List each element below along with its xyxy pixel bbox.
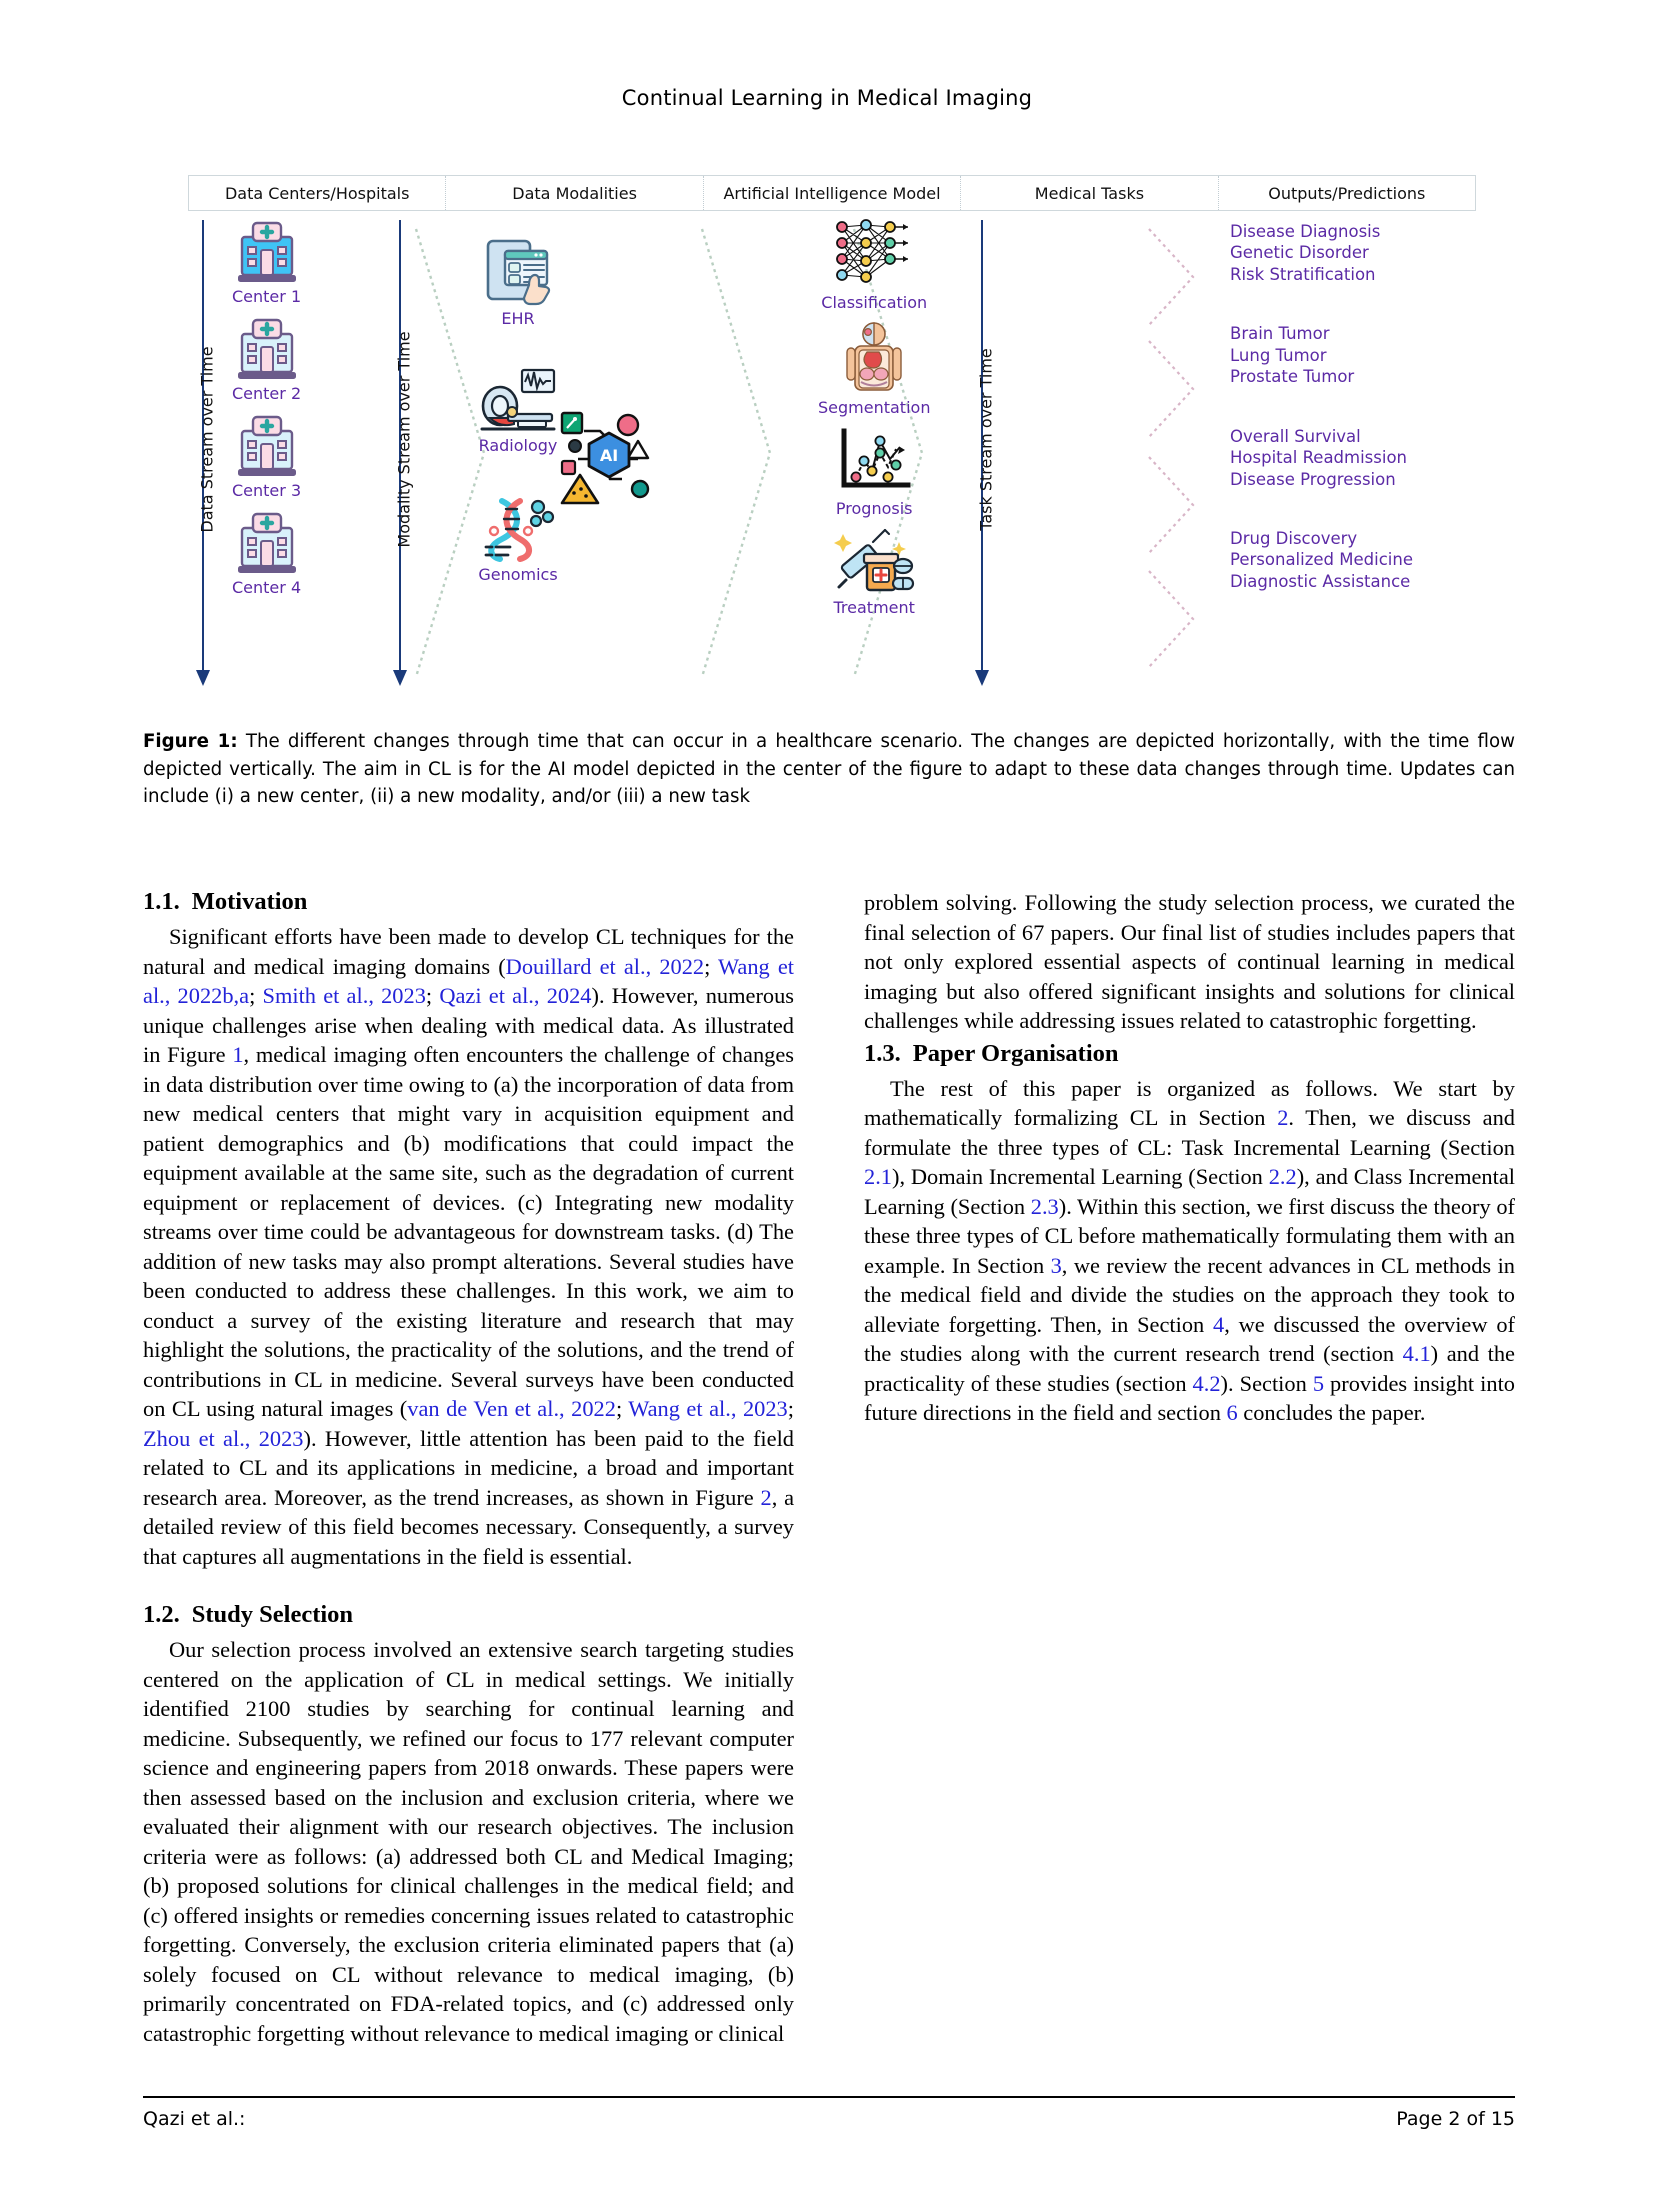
figure-center-label: Center 2 xyxy=(232,384,302,403)
output-line: Overall Survival xyxy=(1230,426,1361,446)
chevron-separator-pink-4 xyxy=(1143,567,1199,671)
mri-scanner-icon xyxy=(478,368,558,434)
section-reference-link[interactable]: 4.1 xyxy=(1402,1341,1431,1366)
axis-task-stream xyxy=(967,220,997,690)
figure-task-item xyxy=(818,322,930,417)
body-columns xyxy=(143,888,1515,2058)
ai-hexagon-icon xyxy=(554,405,664,515)
paragraph-study-selection-continued: problem solving. Following the study selection process, we curated the final selection of 67 papers. Our final list of studies includes papers that not only explored essential aspects of continual learning in medical imaging but also offered significant insights and solutions for clinical challenges while addressing issues related to catastrophic forgetting. xyxy=(864,890,1515,1033)
figure-task-item xyxy=(834,427,914,518)
figure-task-label: Treatment xyxy=(833,598,915,617)
axis-arrowhead-icon xyxy=(196,670,210,686)
paragraph-paper-organisation xyxy=(864,1074,1515,1428)
paragraph-motivation xyxy=(143,922,794,1571)
chevron-separator-green-2 xyxy=(696,223,776,683)
text-run: The rest of this paper is organized as follows. We start by mathematically formalizing CL in Section xyxy=(864,1075,1515,1130)
output-line: Brain Tumor xyxy=(1230,324,1330,344)
text-run: ). However, little attention has been paid to the field related to CL and its applications in medicine, a broad and important research area. Moreover, as the trend increases, as shown in Figure xyxy=(143,1425,794,1510)
output-line: Prostate Tumor xyxy=(1230,367,1355,387)
figure-centers-column xyxy=(232,219,301,607)
text-run: ), and Class Incremental Learning (Section xyxy=(864,1164,1515,1219)
figure-tasks-column xyxy=(818,217,930,627)
axis-data-stream xyxy=(188,220,218,690)
text-run: ). Section xyxy=(1220,1370,1313,1396)
output-line: Diagnostic Assistance xyxy=(1230,571,1411,591)
section-title: Study Selection xyxy=(191,1601,354,1628)
text-run: ; xyxy=(425,983,440,1008)
figure-1 xyxy=(188,175,1476,705)
figure-modality-item xyxy=(478,495,557,584)
section-heading-motivation xyxy=(143,888,794,916)
hospital-icon xyxy=(236,219,298,285)
neural-network-icon xyxy=(828,217,920,291)
figure-caption-label: Figure 1: xyxy=(143,731,238,752)
section-number: 1.2. xyxy=(143,1601,180,1628)
figure-center-item xyxy=(232,510,301,597)
chevron-separator-pink-1 xyxy=(1143,225,1199,329)
figure-task-label: Classification xyxy=(821,293,928,312)
figure-reference-link[interactable]: 2 xyxy=(760,1484,772,1510)
section-reference-link[interactable]: 2.1 xyxy=(864,1164,892,1189)
text-run: provides insight into future directions in the field and section xyxy=(864,1370,1515,1425)
citation-link[interactable]: Smith et al., 2023 xyxy=(262,983,426,1008)
output-line: Disease Diagnosis xyxy=(1230,222,1381,241)
right-column xyxy=(864,888,1515,2058)
human-body-icon xyxy=(843,322,905,396)
section-reference-link[interactable]: 3 xyxy=(1050,1252,1062,1278)
text-run: concludes the paper. xyxy=(1237,1400,1426,1425)
section-spacer xyxy=(143,1571,794,1601)
citation-link[interactable]: Wang et al., 2022b,a xyxy=(143,953,794,1008)
footer-page-number: Page 2 of 15 xyxy=(1396,2108,1515,2130)
citation-link[interactable]: Wang et al., 2023 xyxy=(628,1396,788,1421)
output-group-prognosis xyxy=(1230,426,1480,490)
axis-task-stream-label: Task Stream over Time xyxy=(976,348,996,531)
text-run: ), Domain Incremental Learning (Section xyxy=(892,1164,1269,1189)
section-reference-link[interactable]: 4 xyxy=(1213,1311,1225,1337)
citation-link[interactable]: Zhou et al., 2023 xyxy=(143,1425,304,1451)
footer-rule xyxy=(143,2096,1515,2098)
figure-column-header-ai-model: Artificial Intelligence Model xyxy=(704,176,961,210)
text-run: ; xyxy=(704,953,719,979)
line-chart-icon xyxy=(834,427,914,497)
figure-task-label: Segmentation xyxy=(818,398,931,417)
figure-center-item xyxy=(232,316,301,403)
section-number: 1.3. xyxy=(864,1039,901,1067)
text-run: Significant efforts have been made to develop CL techniques for the natural and medical imaging domains ( xyxy=(143,924,794,979)
chevron-separator-pink-2 xyxy=(1143,337,1199,441)
ai-model-label: AI xyxy=(599,446,619,465)
figure-task-item xyxy=(833,528,915,617)
figure-modality-label: EHR xyxy=(501,309,535,328)
section-title: Paper Organisation xyxy=(912,1039,1119,1067)
figure-column-header-outputs: Outputs/Predictions xyxy=(1268,183,1426,203)
figure-modalities-column xyxy=(478,237,558,624)
output-group-segmentation xyxy=(1230,323,1480,387)
hospital-icon xyxy=(236,510,298,576)
left-column xyxy=(143,888,794,2058)
section-heading-study-selection xyxy=(143,1601,794,1629)
figure-column-header-centers: Data Centers/Hospitals xyxy=(189,176,446,210)
section-heading-paper-organisation xyxy=(864,1040,1515,1068)
section-reference-link[interactable]: 2 xyxy=(1277,1105,1289,1130)
syringe-pills-icon xyxy=(833,528,915,596)
text-run: ). However, numerous unique challenges arise when dealing with medical data. As illustrated in Figure xyxy=(143,983,794,1067)
figure-column-header-tasks: Medical Tasks xyxy=(961,176,1218,210)
figure-center-item xyxy=(232,413,301,500)
figure-reference-link[interactable]: 1 xyxy=(232,1042,244,1067)
citation-link[interactable]: Qazi et al., 2024 xyxy=(439,983,592,1008)
figure-task-label: Prognosis xyxy=(835,499,913,518)
output-line: Disease Progression xyxy=(1230,469,1396,489)
figure-caption-text: The different changes through time that can occur in a healthcare scenario. The changes are depicted horizontally, with the time flow depicted vertically. The aim in CL is for the AI model depicted in the center of the figure to adapt to these data changes through time. Updates can include (i) a new center, (ii) a new modality, and/or (iii) a new task xyxy=(143,731,1515,808)
dna-helix-icon xyxy=(480,495,556,563)
text-run: , we discussed the overview of the studies along with the current research trend (section xyxy=(864,1311,1515,1366)
figure-outputs-column xyxy=(1230,221,1480,630)
output-line: Genetic Disorder xyxy=(1230,243,1369,263)
running-head: Continual Learning in Medical Imaging xyxy=(621,86,1033,110)
figure-modality-label: Genomics xyxy=(478,565,558,584)
axis-modality-stream-label: Modality Stream over Time xyxy=(394,331,414,548)
axis-modality-stream xyxy=(385,220,415,690)
ai-model-node xyxy=(554,405,664,515)
citation-link[interactable]: van de Ven et al., 2022 xyxy=(407,1396,616,1421)
figure-modality-item xyxy=(483,237,553,328)
output-group-classification xyxy=(1230,221,1480,285)
paragraph-study-selection: Our selection process involved an extensive search targeting studies centered on the application of CL in medical settings. We initially identified 2100 studies by searching for continual learning and medicine. Subsequently, we refined our focus to 177 relevant computer science and engineering papers from 2018 onwards. These papers were then assessed based on the inclusion and exclusion criteria, where we evaluated their alignment with our research objectives. The inclusion criteria were as follows: (a) addressed both CL and Medical Imaging; (b) proposed solutions for clinical challenges in the medical field; and (c) offered insights or remedies concerning issues related to catastrophic forgetting. Conversely, the exclusion criteria eliminated papers that (a) solely focused on CL without relevance to medical imaging, (b) primarily concentrated on FDA-related topics, and (c) addressed only catastrophic forgetting without relevance to medical imaging or clinical xyxy=(143,1637,794,2046)
section-number: 1.1. xyxy=(143,888,180,915)
axis-arrowhead-icon xyxy=(393,670,407,686)
section-reference-link[interactable]: 2.3 xyxy=(1030,1193,1059,1219)
output-line: Hospital Readmission xyxy=(1230,448,1408,468)
hospital-icon xyxy=(236,413,298,479)
section-reference-link[interactable]: 2.2 xyxy=(1268,1164,1297,1189)
text-run: ; xyxy=(249,983,263,1008)
text-run: , we review the recent advances in CL methods in the medical field and divide the studies on the approach they took to alleviate forgetting. Then, in Section xyxy=(864,1252,1515,1337)
figure-center-label: Center 3 xyxy=(232,481,302,500)
figure-center-label: Center 4 xyxy=(232,578,302,597)
output-line: Personalized Medicine xyxy=(1230,550,1413,570)
figure-task-item xyxy=(821,217,927,312)
text-run: ). Within this section, we first discuss the theory of these three types of CL before mathematically formulating them with an example. In Section xyxy=(864,1193,1515,1278)
output-line: Drug Discovery xyxy=(1230,528,1358,548)
hospital-icon xyxy=(236,316,298,382)
chevron-separator-pink-3 xyxy=(1143,453,1199,557)
figure-column-headers xyxy=(188,175,1476,211)
figure-column-header-modalities: Data Modalities xyxy=(446,176,703,210)
figure-caption xyxy=(143,728,1515,811)
text-run: . Then, we discuss and formulate the three types of CL: Task Incremental Learning (Section xyxy=(864,1105,1515,1160)
text-run: ; xyxy=(787,1396,794,1421)
section-title: Motivation xyxy=(191,888,308,915)
footer-authors: Qazi et al.: xyxy=(143,2108,246,2130)
text-run: , medical imaging often encounters the challenge of changes in data distribution over time owing to (a) the incorporation of data from new medical centers that might vary in acquisition equipment and patient demographics and (b) modifications that could impact the equipment available at the same site, such as the degradation of current equipment or replacement of devices. (c) Integrating new modality streams over time could be advantageous for downstream tasks. (d) The addition of new tasks may also prompt alterations. Several studies have been conducted to address these challenges. In this work, we aim to conduct a survey of the existing literature and research that may highlight the solutions, the practicality of the solutions, and the trend of contributions in CL in medicine. Several surveys have been conducted on CL using natural images ( xyxy=(143,1042,794,1421)
page-footer xyxy=(143,2108,1515,2130)
figure-modality-item xyxy=(478,368,558,455)
text-run: ; xyxy=(615,1396,629,1421)
output-line: Risk Stratification xyxy=(1230,264,1376,284)
figure-center-item xyxy=(232,219,301,306)
section-reference-link[interactable]: 6 xyxy=(1226,1400,1238,1425)
figure-center-label: Center 1 xyxy=(232,287,302,306)
figure-body xyxy=(188,215,1476,700)
section-reference-link[interactable]: 5 xyxy=(1312,1370,1325,1396)
figure-modality-label: Radiology xyxy=(478,436,558,455)
axis-data-stream-label: Data Stream over Time xyxy=(197,346,217,533)
output-line: Lung Tumor xyxy=(1230,345,1327,365)
text-run: , a detailed review of this field becomes necessary. Consequently, a survey that captures all augmentations in the field is essential. xyxy=(143,1484,794,1569)
tablet-record-icon xyxy=(483,237,553,307)
text-run: ) and the practicality of these studies (section xyxy=(864,1341,1515,1396)
section-reference-link[interactable]: 4.2 xyxy=(1192,1370,1221,1396)
axis-arrowhead-icon xyxy=(975,670,989,686)
output-group-treatment xyxy=(1230,528,1480,592)
citation-link[interactable]: Douillard et al., 2022 xyxy=(505,953,705,979)
